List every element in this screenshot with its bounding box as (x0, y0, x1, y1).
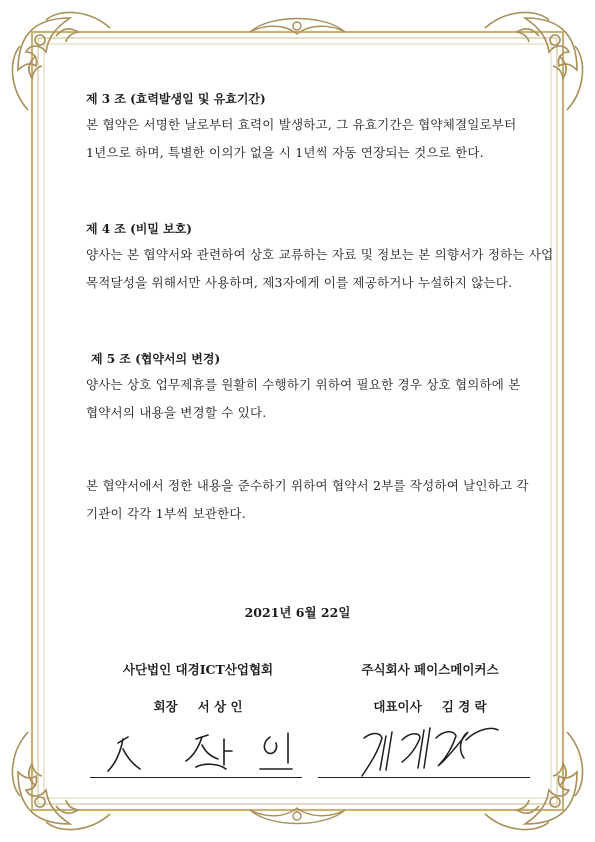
article-title: 제 3 조 (효력발생일 및 유효기간) (86, 92, 266, 106)
representative-name: 서 상 인 (197, 699, 243, 714)
signature-line-left (90, 777, 302, 778)
closing-text: 본 협약서에서 정한 내용을 준수하기 위하여 협약서 2부를 작성하여 날인하고 각 기관이 각각 1부씩 보관한다. (86, 478, 529, 521)
representative-right (300, 697, 560, 715)
organization-right: 주식회사 페이스메이커스 (361, 662, 499, 677)
article-text: 양사는 본 협약서와 관련하여 상호 교류하는 자료 및 정보는 본 의향서가 정하는 사업 목적달성을 위해서만 사용하며, 제3자에게 이를 제공하거나 누설하지 않는다. (86, 247, 554, 290)
signature-left (92, 725, 302, 781)
representative-left (68, 697, 328, 715)
organization-left: 사단법인 대경ICT산업협회 (122, 662, 274, 677)
article-text: 양사는 상호 업무제휴를 원활히 수행하기 위하여 필요한 경우 상호 협의하에 본 협약서의 내용을 변경할 수 있다. (86, 377, 521, 420)
closing-statement (86, 472, 554, 528)
article-3 (86, 90, 554, 167)
article-text: 본 협약은 서명한 날로부터 효력이 발생하고, 그 유효기간은 협약체결일로부터 1년으로 하며, 특별한 이의가 없을 시 1년씩 자동 연장되는 것으로 한다. (86, 117, 517, 160)
representative-title: 대표이사 (373, 699, 422, 714)
signing-date: 2021년 6월 22일 (244, 605, 351, 620)
article-title: 제 5 조 (협약서의 변경) (91, 352, 221, 366)
article-title: 제 4 조 (비밀 보호) (86, 222, 192, 236)
signature-line-right (318, 777, 530, 778)
article-5 (86, 350, 554, 427)
representative-title: 회장 (153, 699, 178, 714)
representative-name: 김 경 락 (441, 699, 487, 714)
signature-right (340, 718, 510, 780)
article-4 (86, 220, 554, 297)
